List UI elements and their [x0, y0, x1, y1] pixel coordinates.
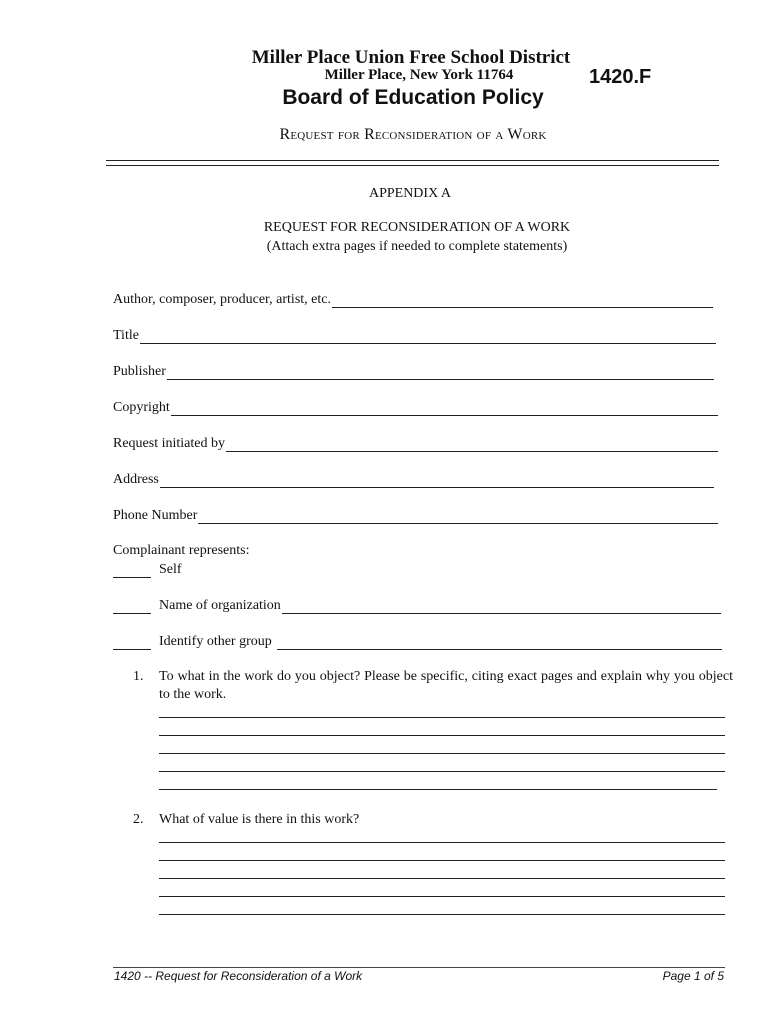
answer-line [159, 914, 725, 915]
field-phone-number-input[interactable] [198, 510, 718, 524]
complainant-self-label: Self [159, 562, 182, 577]
field-phone-number [113, 508, 718, 524]
document-title: Request for Reconsideration of a Work [279, 126, 547, 143]
complainant-self-blank[interactable] [113, 564, 151, 578]
field-address-label: Address [113, 472, 159, 487]
answer-line [159, 753, 725, 754]
question-1-number: 1. [133, 669, 144, 684]
answer-line [159, 771, 725, 772]
field-title [113, 328, 716, 344]
footer-divider [113, 967, 725, 968]
answer-line [159, 860, 725, 861]
district-name: Miller Place Union Free School District [251, 47, 571, 68]
board-policy-heading: Board of Education Policy [282, 86, 544, 109]
appendix-note: (Attach extra pages if needed to complete statements) [266, 239, 568, 254]
answer-line [159, 735, 725, 736]
complainant-option-self [113, 562, 313, 578]
answer-line [159, 896, 725, 897]
question-2-number: 2. [133, 812, 144, 827]
field-title-label: Title [113, 328, 139, 343]
answer-line [159, 878, 725, 879]
policy-code: 1420.F [589, 66, 652, 88]
field-publisher [113, 364, 714, 380]
appendix-label: APPENDIX A [368, 186, 452, 201]
field-address [113, 472, 714, 488]
complainant-option-organization [113, 598, 721, 614]
answer-line [159, 789, 717, 790]
district-address: Miller Place, New York 11764 [324, 67, 514, 83]
field-request-initiated-by-input[interactable] [226, 438, 718, 452]
field-copyright-input[interactable] [171, 402, 718, 416]
field-author [113, 292, 713, 308]
field-publisher-input[interactable] [167, 366, 714, 380]
complainant-organization-blank[interactable] [113, 600, 151, 614]
header-divider-top [106, 160, 719, 161]
appendix-title: REQUEST FOR RECONSIDERATION OF A WORK [263, 220, 571, 235]
field-author-label: Author, composer, producer, artist, etc. [113, 292, 331, 307]
complainant-other-group-label: Identify other group [159, 634, 272, 649]
footer-document-title: 1420 -- Request for Reconsideration of a Work [114, 969, 363, 983]
field-author-input[interactable] [332, 294, 713, 308]
field-copyright [113, 400, 718, 416]
footer-page-number: Page 1 of 5 [662, 969, 724, 983]
field-title-input[interactable] [140, 330, 716, 344]
complainant-other-group-blank[interactable] [113, 636, 151, 650]
question-2-text: What of value is there in this work? [159, 812, 360, 827]
field-phone-number-label: Phone Number [113, 508, 198, 523]
complainant-heading: Complainant represents: [113, 543, 250, 558]
field-publisher-label: Publisher [113, 364, 166, 379]
field-request-initiated-by [113, 436, 718, 452]
answer-line [159, 842, 725, 843]
complainant-organization-input[interactable] [282, 600, 721, 614]
question-1-text: To what in the work do you object? Please be specific, citing exact pages and explain why you object to the work. [159, 669, 733, 702]
complainant-other-group-input[interactable] [277, 636, 722, 650]
field-address-input[interactable] [160, 474, 714, 488]
field-request-initiated-by-label: Request initiated by [113, 436, 225, 451]
complainant-organization-label: Name of organization [159, 598, 281, 613]
complainant-option-other-group [113, 634, 722, 650]
answer-line [159, 717, 725, 718]
header-divider-bottom [106, 165, 719, 166]
field-copyright-label: Copyright [113, 400, 170, 415]
